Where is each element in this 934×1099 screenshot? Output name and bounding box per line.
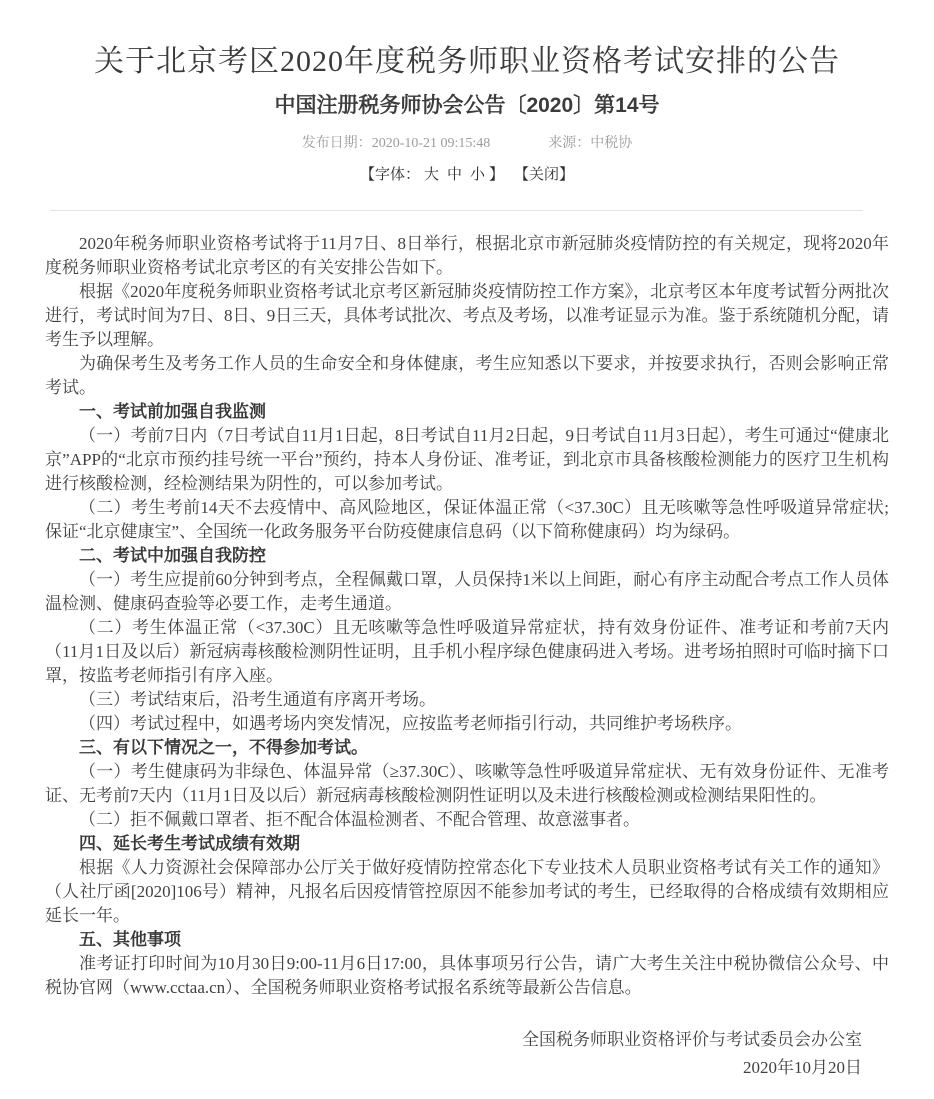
- close-button[interactable]: 【关闭】: [514, 167, 575, 183]
- section-3-heading: 三、有以下情况之一，不得参加考试。: [79, 738, 368, 757]
- section-2-heading: 二、考试中加强自我防控: [79, 546, 266, 565]
- publish-date-label: 发布日期：: [301, 136, 372, 151]
- section-2-item-1: （一）考生应提前60分钟到考点，全程佩戴口罩，人员保持1米以上间距，耐心有序主动配合考点工作人员体温检测、健康码查验等必要工作，走考生通道。: [45, 570, 889, 613]
- document-header: [0, 0, 934, 185]
- section-5-paragraph: 准考证打印时间为10月30日9:00-11月6日17:00，具体事项另行公告，请广大考生关注中税协微信公众号、中税协官网（www.cctaa.cn）、全国税务师职业资格考试报名系统等最新公告信息。: [45, 954, 889, 997]
- section-2-item-3: （三）考试结束后，沿考生通道有序离开考场。: [79, 690, 436, 709]
- meta-row: [0, 135, 934, 153]
- font-size-label: 【字体：: [359, 167, 420, 183]
- section-1-heading: 一、考试前加强自我监测: [79, 402, 266, 421]
- source: [548, 135, 632, 153]
- header-divider: [50, 210, 863, 211]
- section-2-item-4: （四）考试过程中，如遇考场内突发情况，应按监考老师指引行动，共同维护考场秩序。: [79, 714, 742, 733]
- intro-paragraph-1: 2020年税务师职业资格考试将于11月7日、8日举行，根据北京市新冠肺炎疫情防控的有关规定，现将2020年度税务师职业资格考试北京考区的有关安排公告如下。: [45, 234, 889, 277]
- announcement-body: [45, 232, 889, 1000]
- font-size-large-button[interactable]: 大: [423, 167, 439, 183]
- signature-office: 全国税务师职业资格评价与考试委员会办公室: [522, 1030, 862, 1049]
- signature-block: [45, 1026, 862, 1082]
- section-1-item-2: （二）考生考前14天不去疫情中、高风险地区，保证体温正常（<37.30C）且无咳嗽等急性呼吸道异常症状;保证“北京健康宝”、全国统一化政务服务平台防疫健康信息码（以下简称健康码）均为绿码。: [45, 498, 889, 541]
- font-size-medium-button[interactable]: 中: [446, 167, 462, 183]
- section-2-item-2: （二）考生体温正常（<37.30C）且无咳嗽等急性呼吸道异常症状，持有效身份证件、准考证和考前7天内（11月1日及以后）新冠病毒核酸检测阴性证明，且手机小程序绿色健康码进入考场。进考场拍照时可临时摘下口罩，按监考老师指引有序入座。: [45, 618, 889, 685]
- publish-date-value: 2020-10-21 09:15:48: [371, 136, 491, 151]
- source-value: 中税协: [590, 136, 633, 151]
- section-3-item-1: （一）考生健康码为非绿色、体温异常（≥37.30C）、咳嗽等急性呼吸道异常症状、无有效身份证件、无准考证、无考前7天内（11月1日及以后）新冠病毒核酸检测阴性证明以及未进行核酸检测或检测结果阳性的。: [45, 762, 889, 805]
- font-size-label-suffix: 】: [489, 167, 505, 183]
- publish-date: [302, 135, 491, 153]
- section-3-item-2: （二）拒不佩戴口罩者、拒不配合体温检测者、不配合管理、故意滋事者。: [79, 810, 640, 829]
- page-title: 关于北京考区2020年度税务师职业资格考试安排的公告: [94, 45, 840, 78]
- intro-paragraph-3: 为确保考生及考务工作人员的生命安全和身体健康，考生应知悉以下要求，并按要求执行，否则会影响正常考试。: [45, 354, 889, 397]
- source-label: 来源：: [548, 136, 591, 151]
- section-4-heading: 四、延长考生考试成绩有效期: [79, 834, 300, 853]
- section-4-paragraph: 根据《人力资源社会保障部办公厅关于做好疫情防控常态化下专业技术人员职业资格考试有关工作的通知》（人社厅函[2020]106号）精神，凡报名后因疫情管控原因不能参加考试的考生，已经取得的合格成绩有效期相应延长一年。: [45, 858, 889, 925]
- announcement-number: 中国注册税务师协会公告〔2020〕第14号: [274, 94, 660, 117]
- page-toolbar: [0, 166, 934, 185]
- signature-date: 2020年10月20日: [743, 1058, 862, 1077]
- section-5-heading: 五、其他事项: [79, 930, 181, 949]
- intro-paragraph-2: 根据《2020年度税务师职业资格考试北京考区新冠肺炎疫情防控工作方案》，北京考区本年度考试暂分两批次进行，考试时间为7日、8日、9日三天，具体考试批次、考点及考场，以准考证显示为准。鉴于系统随机分配，请考生予以理解。: [45, 282, 889, 349]
- font-size-small-button[interactable]: 小: [470, 167, 486, 183]
- section-1-item-1: （一）考前7日内（7日考试自11月1日起，8日考试自11月2日起，9日考试自11月3日起），考生可通过“健康北京”APP的“北京市预约挂号统一平台”预约，持本人身份证、准考证，到北京市具备核酸检测能力的医疗卫生机构进行核酸检测，经检测结果为阴性的，可以参加考试。: [45, 426, 889, 493]
